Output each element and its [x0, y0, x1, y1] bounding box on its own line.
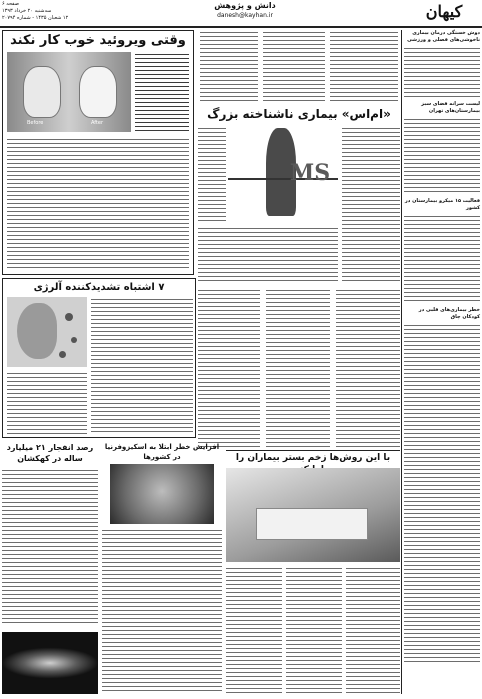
virus-intro — [135, 52, 189, 132]
virus-body — [7, 137, 189, 271]
bed-icon — [256, 508, 368, 540]
ms-body — [198, 126, 226, 221]
wound-care-body — [346, 566, 400, 694]
allergy-article — [2, 278, 196, 438]
page-number: صفحه ۶ — [2, 1, 19, 7]
middle-column-text — [198, 288, 260, 448]
allergy-body — [91, 297, 193, 435]
center-column-text — [330, 30, 398, 102]
wound-care-headline: با این روش‌ها زخم بستر بیماران را — [235, 453, 391, 463]
tooth-icon — [79, 66, 117, 118]
ms-image — [228, 126, 338, 221]
center-column-text — [263, 30, 325, 102]
ms-article — [198, 104, 400, 284]
ms-body — [342, 126, 400, 282]
sidebar-text — [404, 323, 480, 663]
right-sidebar — [404, 30, 480, 694]
sidebar-item-2: لیست سرانه فضای سبز بیمارستان‌های تهران — [421, 101, 480, 114]
schizophrenia-headline: افزایش خطر ابتلا به اسکیزوفرنیا در کشورها — [104, 443, 220, 461]
ms-headline: «ام‌اس» بیماری ناشناخته بزرگ — [207, 107, 391, 121]
schizophrenia-body — [102, 528, 222, 694]
sidebar-text — [404, 117, 480, 195]
sidebar-divider — [401, 30, 402, 694]
tooth-icon — [23, 66, 61, 118]
before-label: Before — [27, 120, 44, 126]
germ-icon — [65, 313, 73, 321]
sidebar-text — [404, 214, 480, 304]
masthead — [0, 0, 482, 28]
after-label: After — [91, 120, 104, 126]
hospital-bed-image — [226, 468, 400, 562]
angry-face-image — [110, 464, 214, 524]
galaxy-image — [2, 632, 98, 694]
center-column-text — [200, 30, 258, 102]
sidebar-item-3: فعالیت ۱۵ میکرو بیمارستان در کشور — [404, 198, 480, 211]
germ-icon — [71, 337, 77, 343]
virus-article — [2, 30, 194, 275]
galaxy-headline: رصد انفجار ۲۱ میلیارد ساله در کهکشان — [6, 443, 94, 463]
head-profile-icon — [17, 303, 57, 359]
germ-icon — [59, 351, 66, 358]
galaxy-body — [2, 468, 98, 626]
middle-column-text — [336, 288, 400, 448]
middle-column-text — [266, 288, 330, 448]
allergy-body — [7, 371, 87, 435]
sidebar-item-1: دوش خستگی درمان بیماری ناخوشی‌های فصلی و ورزشی — [407, 30, 480, 43]
page-info — [2, 1, 112, 22]
section-divider — [226, 450, 400, 451]
issue-date: سه‌شنبه ۲۰ خرداد ۱۳۹۳ — [2, 8, 52, 14]
section-title: دانش و پژوهش — [214, 1, 276, 10]
allergy-image — [7, 297, 87, 367]
ms-label: MS — [289, 160, 331, 186]
galaxy-article — [2, 442, 98, 694]
wound-care-body — [226, 566, 282, 694]
allergy-headline: ۷ اشتباه تشدیدکننده آلرژی — [33, 282, 165, 293]
newspaper-logo: کیهان — [425, 2, 463, 21]
ms-body — [198, 226, 338, 282]
schizophrenia-article — [102, 442, 222, 694]
wound-care-body — [286, 566, 342, 694]
section-email[interactable]: danesh@kayhan.ir — [217, 12, 273, 19]
virus-image — [7, 52, 131, 132]
virus-headline: وقتی ویروئید خوب کار نکند — [10, 33, 186, 48]
sidebar-text — [404, 46, 480, 98]
wound-care-article — [226, 452, 400, 694]
issue-number: ۱۲ شعبان ۱۴۳۵ - شماره ۲۰۷۹۴ — [2, 15, 69, 21]
sidebar-item-4: خطر بیماری‌های قلبی در کودکان چاق — [418, 307, 480, 320]
